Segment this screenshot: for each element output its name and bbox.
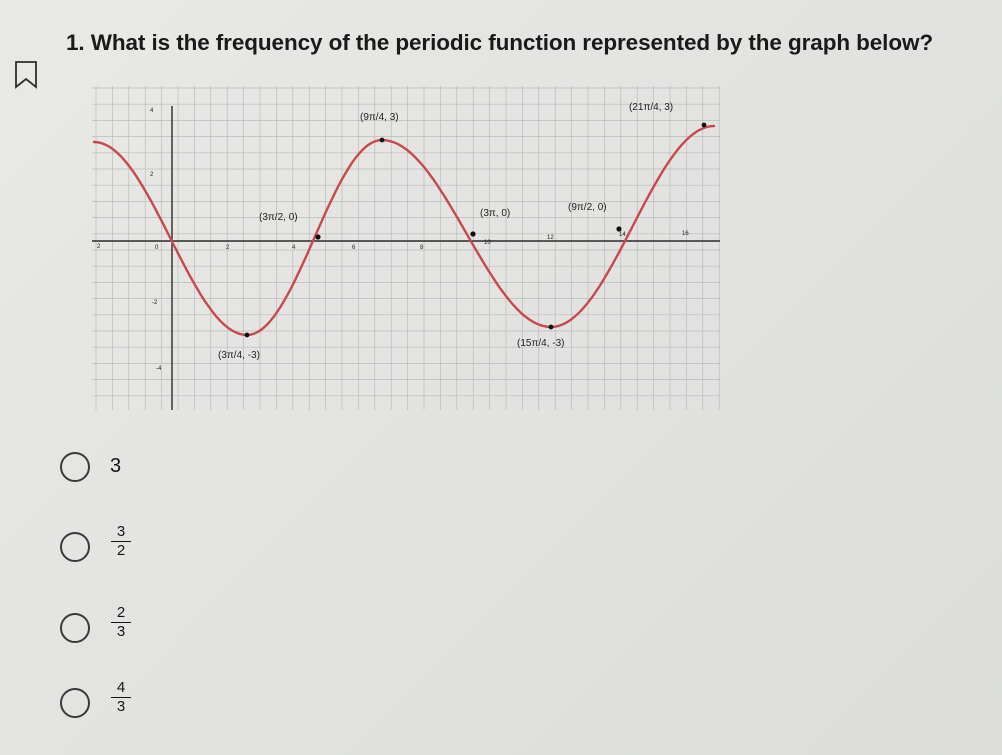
y-tick-label: 2 [97, 244, 101, 250]
radio-button[interactable] [60, 613, 90, 643]
denominator: 3 [116, 698, 126, 715]
point-marker [245, 333, 250, 338]
x-tick-label: 0 [155, 245, 159, 251]
y-tick-label: 4 [150, 108, 154, 114]
denominator: 3 [116, 623, 126, 640]
y-tick-labels [97, 108, 162, 372]
point-labels [218, 102, 673, 361]
x-tick-label: 6 [352, 245, 356, 251]
point-label: (3π/2, 0) [259, 212, 298, 223]
y-tick-label: -2 [152, 300, 158, 306]
x-tick-label: 2 [226, 245, 230, 251]
point-marker [702, 123, 707, 128]
numerator: 3 [111, 524, 131, 542]
point-label: (9π/4, 3) [360, 112, 399, 123]
y-tick-label: -4 [156, 366, 162, 372]
point-marker [616, 226, 621, 231]
choice-fraction [111, 605, 131, 640]
question-text [66, 30, 933, 56]
choice-1[interactable] [60, 452, 360, 492]
point-label: (3π, 0) [480, 208, 511, 219]
x-tick-label: 10 [484, 240, 491, 246]
choice-label: 3 [110, 455, 122, 477]
graph-grid [92, 86, 720, 410]
question-number: 1. [66, 30, 85, 55]
radio-button[interactable] [60, 688, 90, 718]
x-tick-label: 4 [292, 245, 296, 251]
numerator: 2 [111, 605, 131, 623]
question-prompt: What is the frequency of the periodic function represented by the graph below? [90, 30, 934, 55]
point-label: (9π/2, 0) [568, 202, 607, 213]
sine-graph [92, 76, 724, 412]
point-label: (21π/4, 3) [629, 102, 674, 113]
choice-2[interactable] [60, 523, 360, 572]
denominator: 2 [116, 542, 126, 559]
point-marker [470, 231, 475, 236]
choice-fraction [111, 524, 131, 559]
x-tick-label: 14 [619, 232, 626, 238]
point-marker [549, 325, 554, 330]
point-label: (15π/4, -3) [517, 338, 565, 349]
point-label: (3π/4, -3) [218, 350, 260, 361]
y-tick-label: 2 [150, 172, 154, 178]
choice-4[interactable] [60, 679, 360, 728]
x-tick-label: 8 [420, 245, 424, 251]
radio-button[interactable] [60, 452, 90, 482]
x-tick-label: 16 [682, 231, 689, 237]
graph-axes [92, 106, 720, 410]
numerator: 4 [111, 680, 131, 698]
choice-3[interactable] [60, 604, 360, 653]
point-marker [380, 138, 385, 143]
radio-button[interactable] [60, 532, 90, 562]
bookmark-icon[interactable] [14, 60, 40, 90]
x-tick-label: 12 [547, 235, 554, 241]
point-marker [315, 234, 320, 239]
choice-fraction [111, 680, 131, 715]
